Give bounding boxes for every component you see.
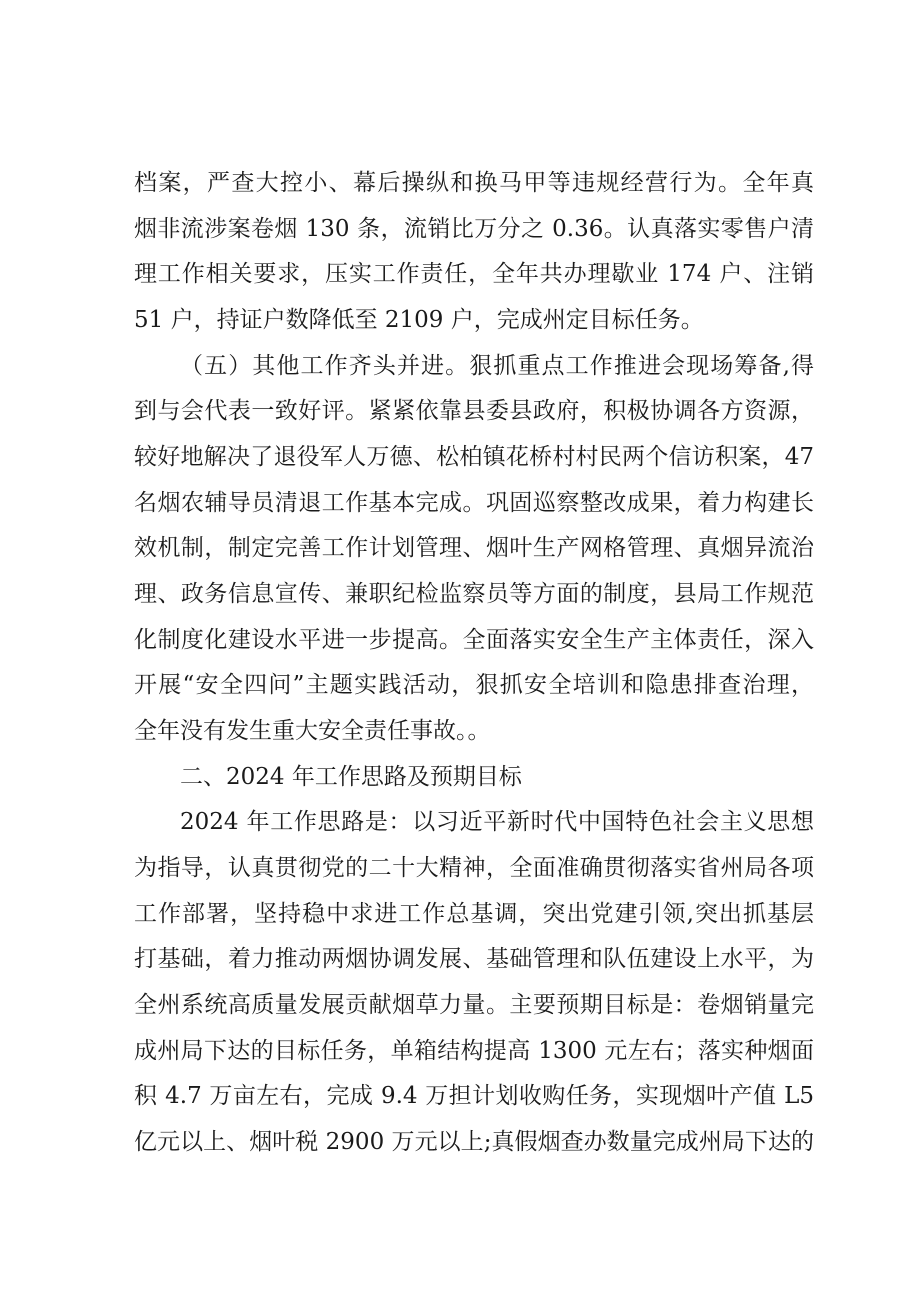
text-line: 51 户，持证户数降低至 2109 户，完成州定目标任务。	[134, 307, 704, 333]
text-line: 烟非流涉案卷烟 130 条，流销比万分之 0.36。认真落实零售户清	[134, 216, 814, 242]
text-line: 开展“安全四问”主题实践活动，狠抓安全培训和隐患排查治理，	[134, 672, 814, 698]
text-line: 名烟农辅导员清退工作基本完成。巩固巡察整改成果，着力构建长	[134, 490, 814, 516]
text-line: 亿元以上、烟叶税 2900 万元以上;真假烟查办数量完成州局下达的	[134, 1129, 814, 1155]
text-line: 工作部署，坚持稳中求进工作总基调，突出党建引领,突出抓基层	[134, 901, 814, 927]
text-line: 效机制，制定完善工作计划管理、烟叶生产网格管理、真烟异流治	[134, 535, 814, 561]
text-line: 理工作相关要求，压实工作责任，全年共办理歇业 174 户、注销	[134, 261, 814, 287]
text-line: 打基础，着力推动两烟协调发展、基础管理和队伍建设上水平，为	[134, 946, 814, 972]
text-line: 较好地解决了退役军人万德、松柏镇花桥村村民两个信访积案，47	[134, 444, 814, 470]
text-line: 为指导，认真贯彻党的二十大精神，全面准确贯彻落实省州局各项	[134, 855, 814, 881]
text-line: 档案，严查大控小、幕后操纵和换马甲等违规经营行为。全年真	[134, 170, 814, 196]
text-line: 全州系统高质量发展贡献烟草力量。主要预期目标是：卷烟销量完	[134, 992, 814, 1018]
text-line: 到与会代表一致好评。紧紧依靠县委县政府，积极协调各方资源，	[134, 398, 814, 424]
text-line: 积 4.7 万亩左右，完成 9.4 万担计划收购任务，实现烟叶产值 L5	[134, 1083, 814, 1109]
text-line: 化制度化建设水平进一步提高。全面落实安全生产主体责任，深入	[134, 627, 814, 653]
text-line: 理、政务信息宣传、兼职纪检监察员等方面的制度，县局工作规范	[134, 581, 814, 607]
text-line: 全年没有发生重大安全责任事故。。	[134, 718, 491, 744]
section-heading: 二、2024 年工作思路及预期目标	[180, 764, 522, 790]
text-line: 成州局下达的目标任务，单箱结构提高 1300 元左右；落实种烟面	[134, 1038, 814, 1064]
text-line: 2024 年工作思路是：以习近平新时代中国特色社会主义思想	[180, 809, 814, 835]
section-five-heading-line: （五）其他工作齐头并进。狠抓重点工作推进会现场筹备,得	[180, 353, 814, 379]
